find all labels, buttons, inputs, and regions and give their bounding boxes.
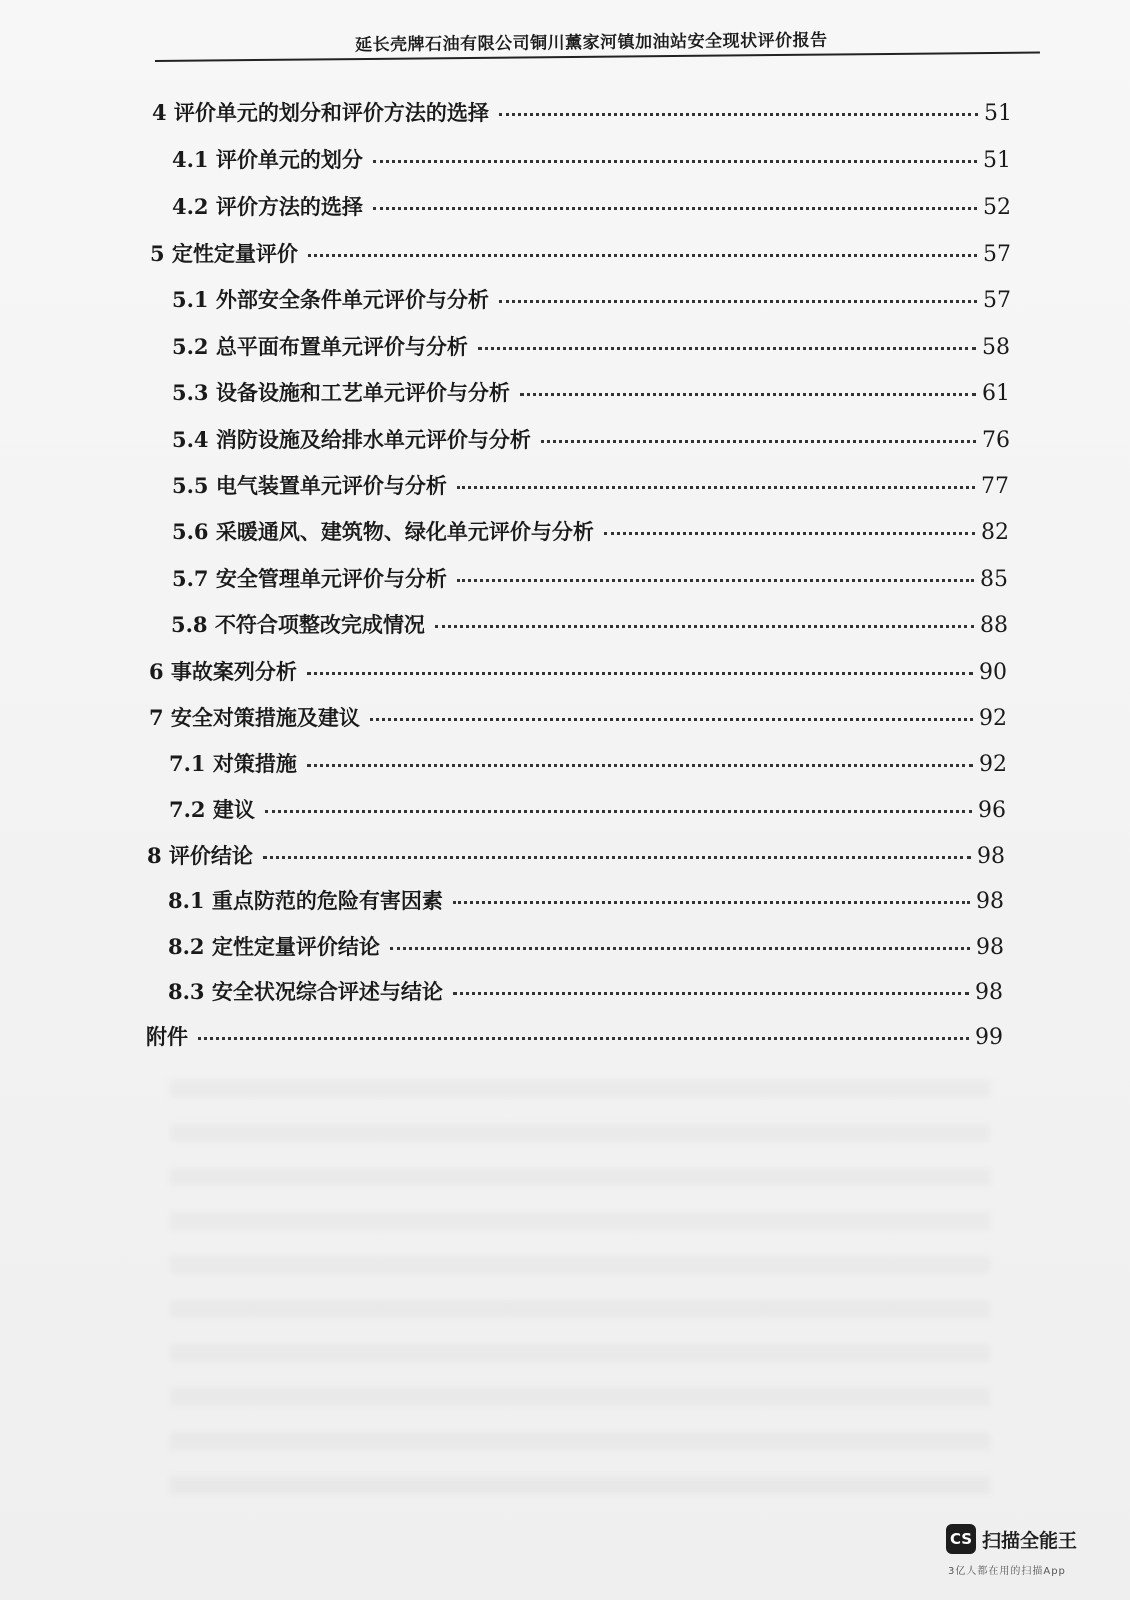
toc-entry-5-8[interactable] xyxy=(171,608,1008,639)
toc-entry-page: 57 xyxy=(983,288,1011,313)
toc-leader-dots xyxy=(541,419,976,443)
bleed-through-texture xyxy=(170,1080,990,1500)
toc-entry-page: 96 xyxy=(978,798,1006,823)
toc-entry-5-3[interactable] xyxy=(172,376,1010,407)
toc-entry-page: 61 xyxy=(982,381,1010,406)
toc-leader-dots xyxy=(390,926,970,950)
toc-entry-label: 附件 xyxy=(146,1024,188,1049)
toc-entry-label: 4.1 评价单元的划分 xyxy=(172,147,363,172)
toc-entry-page: 52 xyxy=(983,195,1011,220)
toc-entry-4[interactable] xyxy=(152,96,1012,127)
toc-entry-page: 98 xyxy=(976,935,1004,960)
camscanner-logo-icon: CS xyxy=(946,1524,976,1554)
toc-entry-page: 57 xyxy=(983,242,1011,267)
toc-leader-dots xyxy=(308,233,977,257)
toc-entry-7-1[interactable] xyxy=(169,747,1007,778)
header-rule xyxy=(155,52,1040,62)
toc-entry-label: 5.7 安全管理单元评价与分析 xyxy=(172,566,447,591)
toc-entry-4-2[interactable] xyxy=(172,190,1011,221)
toc-entry-label: 5.1 外部安全条件单元评价与分析 xyxy=(172,287,489,312)
toc-entry-5-1[interactable] xyxy=(172,283,1011,314)
toc-entry-page: 98 xyxy=(977,844,1005,869)
toc-entry-label: 8.3 安全状况综合评述与结论 xyxy=(168,979,443,1004)
watermark-slogan: 3亿人都在用的扫描App xyxy=(948,1566,1066,1577)
toc-leader-dots xyxy=(604,511,975,535)
toc-entry-5-7[interactable] xyxy=(172,562,1008,593)
toc-entry-5-5[interactable] xyxy=(172,469,1009,500)
toc-entry-page: 92 xyxy=(979,752,1007,777)
toc-entry-page: 98 xyxy=(975,980,1003,1005)
toc-entry-page: 58 xyxy=(982,335,1010,360)
toc-entry-label: 7 安全对策措施及建议 xyxy=(149,705,360,730)
toc-entry-4-1[interactable] xyxy=(172,143,1011,174)
toc-leader-dots xyxy=(307,651,973,675)
toc-entry-page: 90 xyxy=(979,660,1007,685)
toc-entry-label: 7.2 建议 xyxy=(169,797,255,822)
toc-entry-page: 77 xyxy=(981,474,1009,499)
toc-entry-page: 82 xyxy=(981,520,1009,545)
toc-entry-page: 92 xyxy=(979,706,1007,731)
watermark-app-name: 扫描全能王 xyxy=(982,1530,1078,1552)
scanner-watermark xyxy=(946,1524,1086,1576)
toc-entry-label: 8.1 重点防范的危险有害因素 xyxy=(168,888,443,913)
toc-leader-dots xyxy=(457,558,974,582)
toc-entry-5[interactable] xyxy=(150,237,1011,268)
toc-entry-7-2[interactable] xyxy=(169,793,1006,824)
toc-entry-5-4[interactable] xyxy=(172,423,1010,454)
toc-entry-label: 5.6 采暖通风、建筑物、绿化单元评价与分析 xyxy=(172,519,594,544)
toc-leader-dots xyxy=(265,789,972,813)
toc-entry-page: 98 xyxy=(976,889,1004,914)
toc-leader-dots xyxy=(370,697,973,721)
toc-leader-dots xyxy=(307,743,973,767)
toc-entry-5-6[interactable] xyxy=(172,515,1009,546)
toc-leader-dots xyxy=(499,92,978,116)
header-title: 延长壳牌石油有限公司铜川薰家河镇加油站安全现状评价报告 xyxy=(354,30,828,56)
toc-entry-label: 5.4 消防设施及给排水单元评价与分析 xyxy=(172,427,531,452)
toc-entry-label: 7.1 对策措施 xyxy=(169,751,297,776)
toc-leader-dots xyxy=(373,186,977,210)
toc-entry-page: 76 xyxy=(982,428,1010,453)
toc-entry-label: 8 评价结论 xyxy=(147,843,253,868)
toc-entry-8-2[interactable] xyxy=(168,930,1004,961)
toc-leader-dots xyxy=(263,835,971,859)
toc-entry-label: 4.2 评价方法的选择 xyxy=(172,194,363,219)
toc-entry-page: 51 xyxy=(983,148,1011,173)
toc-entry-label: 8.2 定性定量评价结论 xyxy=(168,934,380,959)
toc-entry-8-1[interactable] xyxy=(168,884,1004,915)
toc-entry-page: 51 xyxy=(984,101,1012,126)
toc-leader-dots xyxy=(499,279,977,303)
toc-entry-label: 5 定性定量评价 xyxy=(150,241,298,266)
toc-entry-7[interactable] xyxy=(149,701,1007,732)
toc-leader-dots xyxy=(453,880,970,904)
toc-entry-8-3[interactable] xyxy=(168,975,1003,1006)
toc-entry-label: 5.3 设备设施和工艺单元评价与分析 xyxy=(172,380,510,405)
toc-leader-dots xyxy=(198,1016,969,1040)
toc-leader-dots xyxy=(453,971,969,995)
page-header xyxy=(155,22,1040,66)
toc-entry-page: 85 xyxy=(980,567,1008,592)
toc-entry-appendix[interactable] xyxy=(146,1020,1003,1051)
toc-leader-dots xyxy=(478,326,976,350)
toc-leader-dots xyxy=(373,139,977,163)
toc-entry-label: 4 评价单元的划分和评价方法的选择 xyxy=(152,100,489,125)
toc-entry-6[interactable] xyxy=(149,655,1007,686)
toc-entry-label: 5.8 不符合项整改完成情况 xyxy=(171,612,425,637)
toc-entry-label: 5.2 总平面布置单元评价与分析 xyxy=(172,334,468,359)
toc-entry-8[interactable] xyxy=(147,839,1005,870)
toc-leader-dots xyxy=(457,465,975,489)
toc-entry-5-2[interactable] xyxy=(172,330,1010,361)
toc-entry-label: 6 事故案列分析 xyxy=(149,659,297,684)
toc-entry-page: 88 xyxy=(980,613,1008,638)
toc-entry-label: 5.5 电气装置单元评价与分析 xyxy=(172,473,447,498)
toc-leader-dots xyxy=(435,604,974,628)
toc-entry-page: 99 xyxy=(975,1025,1003,1050)
toc-leader-dots xyxy=(520,372,976,396)
